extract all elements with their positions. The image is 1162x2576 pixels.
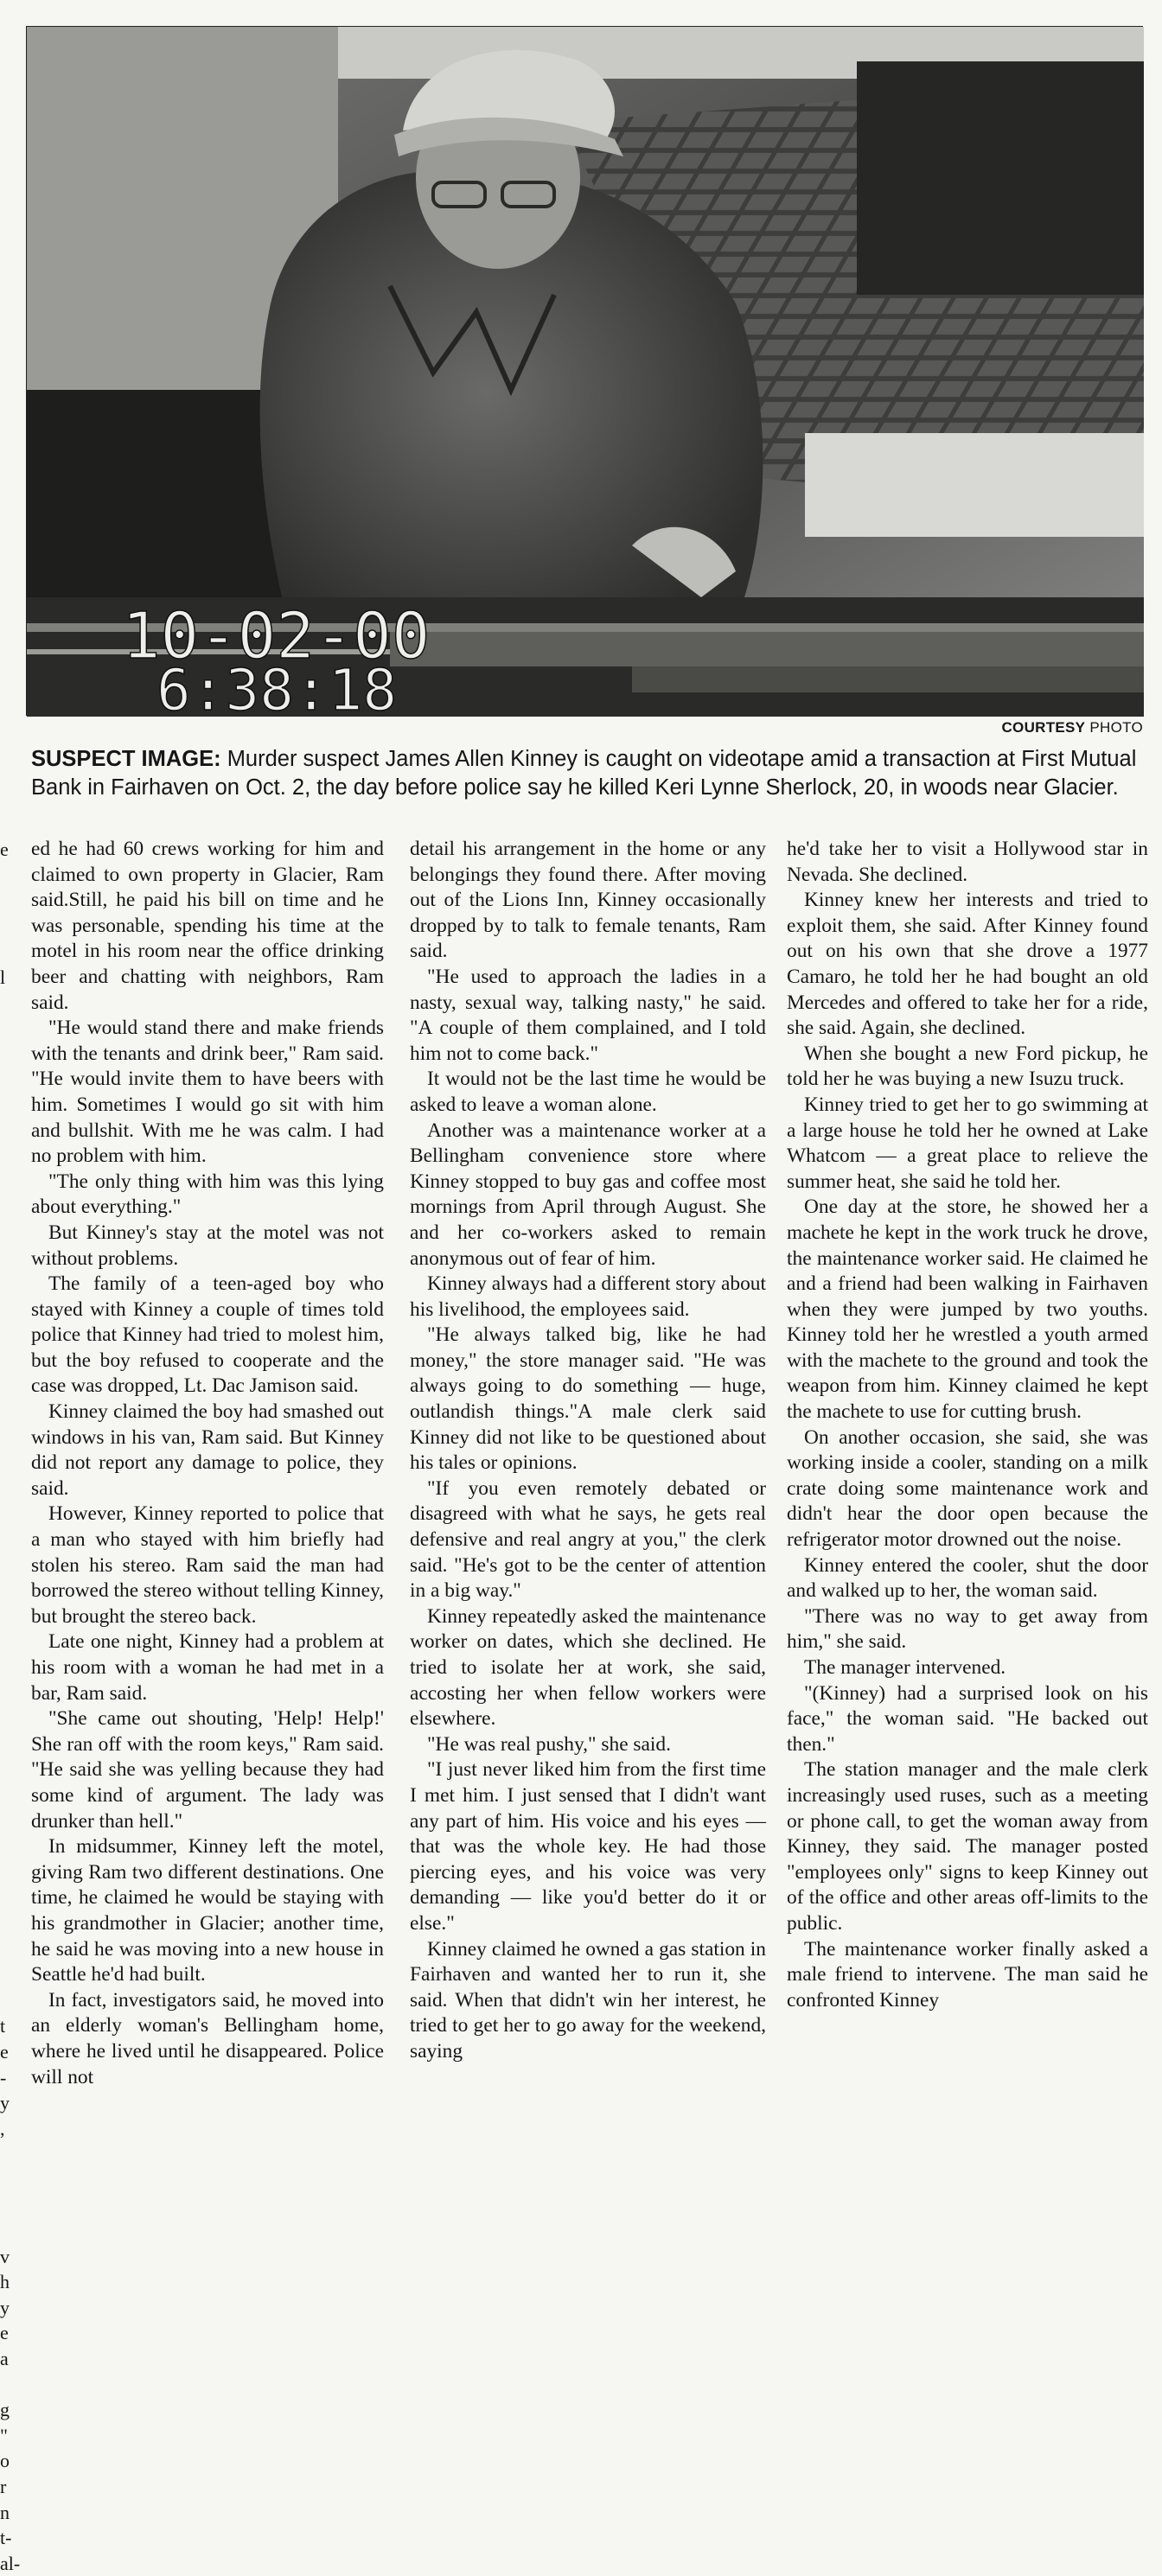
- paragraph: However, Kinney reported to police that a man who stayed with him briefly had stolen his stereo. Ram said the man had borrowed the stereo without telling Kinney, but brought the stereo back.: [31, 1502, 384, 1628]
- paragraph: Another was a maintenance worker at a Bellingham convenience store where Kinney stopped to buy gas and coffee most mornings from April through August. She and her co-workers asked to remain anonymous out of fear of him.: [410, 1119, 766, 1270]
- paragraph: "If you even remotely debated or disagreed with what he says, he gets real defensive and real angry at you," the clerk said. "He's got to be the center of attention in a big way.": [410, 1476, 766, 1603]
- caption-label: SUSPECT IMAGE:: [31, 747, 221, 771]
- paragraph: The maintenance worker finally asked a male friend to intervene. The man said he confronted Kinney: [787, 1937, 1148, 2012]
- paragraph: "There was no way to get away from him," she said.: [787, 1604, 1148, 1654]
- fragment-line: h: [0, 2271, 10, 2293]
- fragment-line: [0, 1809, 24, 1835]
- fragment-line: [0, 1374, 24, 1400]
- paragraph: In midsummer, Kinney left the motel, giving Ram two different destinations. One time, he claimed he would be staying with his grandmother in Glacier; another time, he said he was moving into a new house in Seattle he'd had built.: [31, 1835, 384, 1986]
- fragment-line: [0, 1349, 24, 1374]
- paragraph: "He would stand there and make friends with the tenants and drink beer," Ram said. "He would invite them to have beers with him. Sometimes I would go sit with him and bullshit. With me he was calm. I had no problem with him.: [31, 1017, 384, 1168]
- fragment-line: n: [0, 2501, 10, 2523]
- paragraph: Kinney entered the cooler, shut the door and walked up to her, the woman said.: [787, 1553, 1148, 1603]
- fragment-line: g: [0, 2399, 10, 2421]
- paragraph: When she bought a new Ford pickup, he told her he was buying a new Isuzu truck.: [787, 1042, 1148, 1091]
- fragment-line: [0, 1629, 24, 1655]
- fragment-line: [0, 1655, 24, 1681]
- fragment-line: [0, 1144, 24, 1170]
- fragment-line: r: [0, 2476, 7, 2497]
- photo-credit: [865, 719, 1143, 736]
- paragraph: In fact, investigators said, he moved into an elderly woman's Bellingham home, where he lived until he disappeared. Police will not: [31, 1988, 384, 2088]
- fragment-line: [0, 1553, 24, 1579]
- paragraph: The station manager and the male clerk increasingly used ruses, such as a meeting or phone call, to get the woman away from Kinney, they said. The manager posted "employees only" signs to keep Kinney out of the office and other areas off-limits to the public.: [787, 1758, 1148, 1935]
- paragraph: Kinney knew her interests and tried to exploit them, she said. After Kinney found out on his own that she drove a 1977 Camaro, he told her he had bought an old Mercedes and offered to take her for a ride, she said. Again, she declined.: [787, 889, 1148, 1040]
- caption-text: Murder suspect James Allen Kinney is caught on videotape amid a transaction at First Mutual Bank in Fairhaven on Oct. 2, the day before police say he killed Keri Lynne Sherlock, 20, in woods near Glacier.: [31, 747, 1137, 800]
- paragraph: "He always talked big, like he had money," the store manager said. "He was always going to do something — huge, outlandish things."A male clerk said Kinney did not like to be questioned about his tales or opinions.: [410, 1323, 766, 1475]
- fragment-line: [0, 1681, 24, 1707]
- paragraph: One day at the store, he showed her a machete he kept in the work truck he drove, the maintenance worker said. He claimed he and a friend had been walking in Fairhaven when they were jumped by two youths. Kinney told her he wrestled a youth armed with the machete to the ground and took the weapon from him. Kinney claimed he kept the machete to use for cutting brush.: [787, 1196, 1148, 1424]
- fragment-line: [0, 939, 24, 965]
- fragment-line: [0, 1298, 24, 1323]
- fragment-line: [0, 1962, 24, 1988]
- paragraph: he'd take her to visit a Hollywood star in Nevada. She declined.: [787, 838, 1148, 886]
- paragraph: But Kinney's stay at the motel was not without problems.: [31, 1221, 384, 1270]
- fragment-line: l: [0, 966, 6, 988]
- fragment-line: t-: [0, 2527, 12, 2549]
- paragraph: Kinney repeatedly asked the maintenance worker on dates, which she declined. He tried to isolate her at work, she said, accosting her when fellow workers were elsewhere.: [410, 1604, 766, 1731]
- fragment-line: [0, 1247, 24, 1272]
- paragraph: "(Kinney) had a surprised look on his face," the woman said. "He backed out then.": [787, 1681, 1148, 1756]
- photo-caption: [31, 745, 1146, 802]
- paragraph: "He was real pushy," she said.: [427, 1732, 671, 1756]
- fragment-line: ,: [0, 2117, 5, 2139]
- article-column-1: [31, 837, 384, 2168]
- fragment-line: [0, 2218, 24, 2244]
- fragment-line: [0, 2372, 24, 2398]
- fragment-line: e: [0, 2322, 9, 2344]
- fragment-line: [0, 1042, 24, 1068]
- fragment-line: [0, 1706, 24, 1732]
- fragment-line: [0, 888, 24, 914]
- fragment-line: [0, 1119, 24, 1145]
- paragraph: Kinney always had a different story about his livelihood, the employees said.: [410, 1272, 766, 1321]
- fragment-line: [0, 1451, 24, 1476]
- fragment-line: o: [0, 2450, 10, 2472]
- fragment-line: [0, 1834, 24, 1860]
- fragment-line: a: [0, 2348, 9, 2370]
- paragraph: The family of a teen-aged boy who stayed with Kinney a couple of times told police that Kinney had tried to molest him, but the boy refused to cooperate and the case was dropped, Lt. Dac Jamison said.: [31, 1272, 384, 1398]
- fragment-line: ": [0, 2424, 8, 2446]
- paragraph: Kinney claimed the boy had smashed out windows in his van, Ram said. But Kinney did not report any damage to police, they said.: [31, 1400, 384, 1500]
- fragment-line: [0, 1604, 24, 1630]
- paragraph: Kinney claimed he owned a gas station in Fairhaven and wanted her to run it, she said. When that didn't win her interest, he tried to get her to go away for the weekend, saying: [410, 1937, 766, 2063]
- fragment-line: [0, 1578, 24, 1604]
- fragment-line: [0, 1323, 24, 1349]
- fragment-line: al-: [0, 2552, 21, 2574]
- fragment-line: [0, 1911, 24, 1937]
- paragraph: The manager intervened.: [804, 1656, 1006, 1679]
- paragraph: "She came out shouting, 'Help! Help!' She ran off with the room keys," Ram said. "He said she was yelling because they had some kind of argument. The lady was drunker than hell.": [31, 1707, 384, 1833]
- fragment-line: [0, 2192, 24, 2218]
- fragment-line: [0, 1067, 24, 1093]
- fragment-line: [0, 2167, 24, 2193]
- paragraph: "He used to approach the ladies in a nasty, sexual way, talking nasty," he said. "A couple of them complained, and I told him not to come back.": [410, 965, 766, 1065]
- fragment-line: t: [0, 2015, 6, 2037]
- fragment-line: v: [0, 2245, 10, 2267]
- fragment-line: [0, 1988, 24, 2014]
- fragment-line: [0, 1502, 24, 1527]
- fragment-line: [0, 2141, 24, 2167]
- fragment-line: [0, 991, 24, 1017]
- fragment-line: -: [0, 2066, 7, 2088]
- paragraph: "The only thing with him was this lying about everything.": [31, 1170, 384, 1219]
- paragraph: It would not be the last time he would be asked to leave a woman alone.: [410, 1068, 766, 1116]
- fragment-line: [0, 1093, 24, 1119]
- fragment-line: [0, 1732, 24, 1758]
- fragment-line: [0, 1221, 24, 1247]
- fragment-line: [0, 1527, 24, 1553]
- fragment-line: [0, 1885, 24, 1911]
- fragment-line: [0, 1170, 24, 1196]
- fragment-line: [0, 1937, 24, 1963]
- fragment-line: [0, 1272, 24, 1298]
- fragment-line: [0, 1783, 24, 1809]
- fragment-line: [0, 1195, 24, 1221]
- fragment-line: e: [0, 838, 9, 860]
- paragraph: Kinney tried to get her to go swimming at a large house he told her he owned at Lake Whatcom — a great place to relieve the summer heat, she said he told her.: [787, 1093, 1148, 1193]
- article-column-3: [787, 837, 1148, 2168]
- photo-credit-rest: PHOTO: [1085, 719, 1143, 736]
- video-timestamp-time: 6:38:18: [156, 657, 398, 724]
- left-column-fragments: [0, 837, 24, 2574]
- fragment-line: [0, 1860, 24, 1886]
- fragment-line: [0, 914, 24, 940]
- fragment-line: [0, 1476, 24, 1502]
- fragment-line: [0, 1425, 24, 1451]
- fragment-line: y: [0, 2092, 10, 2114]
- fragment-line: e: [0, 2040, 9, 2063]
- paragraph: Late one night, Kinney had a problem at his room with a woman he had met in a bar, Ram said.: [31, 1630, 384, 1705]
- article-column-2: [410, 837, 766, 2168]
- video-timestamp-date: 10-02-00: [122, 599, 431, 673]
- fragment-line: [0, 1757, 24, 1783]
- paragraph: detail his arrangement in the home or any belongings they found there. After moving out of the Lions Inn, Kinney occasionally dropped by to talk to female tenants, Ram said.: [410, 838, 766, 963]
- suspect-photo: [26, 26, 1143, 724]
- paragraph: On another occasion, she said, she was working inside a cooler, standing on a milk crate doing some maintenance work and didn't hear the door open because the refrigerator motor drowned out the noise.: [787, 1425, 1148, 1552]
- fragment-line: [0, 863, 24, 889]
- paragraph: ed he had 60 crews working for him and claimed to own property in Glacier, Ram said.Still, he paid his bill on time and he was personable, spending his time at the motel in his room near the office drinking beer and chatting with neighbors, Ram said.: [31, 838, 384, 1014]
- paragraph: "I just never liked him from the first time I met him. I just sensed that I didn't want any part of him. His voice and his eyes — that was the whole key. He had those piercing eyes, and his voice was very demanding — like you'd better do it or else.": [410, 1758, 766, 1935]
- fragment-line: [0, 1400, 24, 1425]
- photo-credit-bold: COURTESY: [1001, 719, 1086, 736]
- fragment-line: [0, 1016, 24, 1042]
- fragment-line: y: [0, 2296, 10, 2318]
